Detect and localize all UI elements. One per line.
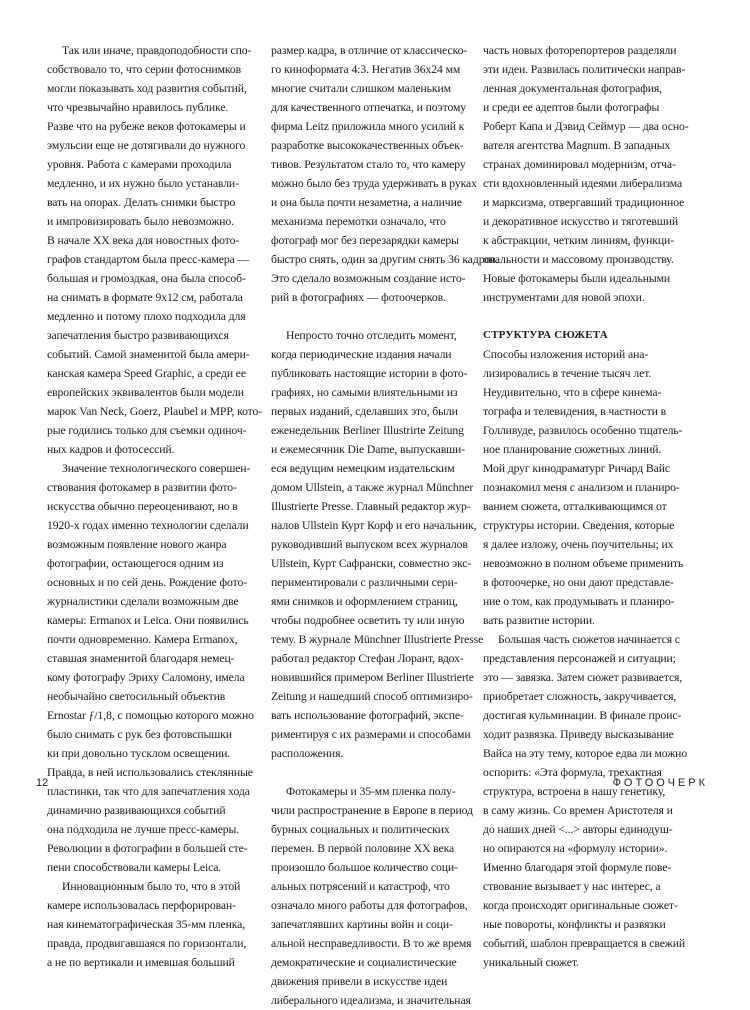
- text-line: к абстракции, четким линиям, функци-: [483, 234, 674, 247]
- text-line: Так или иначе, правдоподобности спо-: [62, 44, 252, 57]
- text-line: уровня. Работа с камерами проходила: [47, 158, 232, 171]
- text-line: быстро снять, один за другим снять 36 кадров.: [271, 253, 499, 266]
- text-line: камере использовалась перфорирован-: [47, 899, 236, 912]
- text-line: марок Van Neck, Goerz, Plaubel и MPP, кото-: [47, 405, 263, 418]
- text-line: ствования фотокамер в развитии фото-: [47, 481, 237, 494]
- text-line: Ullstein, Курт Сафрански, совместно экс-: [271, 557, 472, 570]
- text-line: Вайса на эту тему, которое едва ли можно: [483, 747, 688, 760]
- text-line: рые годились только для съемки одиноч-: [47, 424, 247, 437]
- text-line: вать развитие истории.: [483, 614, 595, 627]
- text-line: альной несправедливости. В то же время: [271, 937, 472, 950]
- column-2: [271, 41, 499, 1010]
- text-line: риментируя с их размерами и способами: [271, 728, 471, 741]
- text-line: Непросто точно отследить момент,: [286, 329, 457, 342]
- text-line: Именно благодаря этой формуле пове-: [483, 861, 672, 874]
- text-line: Разве что на рубеже веков фотокамеры и: [47, 120, 246, 133]
- text-line: но опираются на «формулу истории».: [483, 842, 668, 855]
- text-line: а не по вертикали и имевшая больший: [47, 956, 235, 969]
- text-line: могли показывать ход развития событий,: [47, 82, 247, 95]
- text-line: собствовало то, что серии фотоснимков: [47, 63, 242, 76]
- text-line: ствование вызывает у нас интерес, а: [483, 880, 661, 893]
- text-line: невозможно в полном объеме применить: [483, 557, 684, 570]
- text-line: сти вдохновленный идеями либерализма: [483, 177, 683, 190]
- text-line: домом Ullstein, а также журнал Münchner: [271, 481, 474, 494]
- text-line: достигая кульминации. В финале проис-: [483, 709, 682, 722]
- text-line: событий. Самой знаменитой была амери-: [47, 348, 250, 361]
- text-line: еся ведущим немецким издательским: [271, 462, 455, 475]
- text-line: эмульсии еще не дотягивали до нужного: [47, 139, 246, 152]
- text-line: познакомил меня с анализом и планиро-: [483, 481, 680, 494]
- text-line: произошло большое количество соци-: [271, 861, 458, 874]
- text-line: структуры истории. Сведения, которые: [483, 519, 675, 532]
- text-line: Большая часть сюжетов начинается с: [498, 633, 680, 646]
- text-line: расположения.: [271, 747, 344, 760]
- text-line: альных потрясений и катастроф, что: [271, 880, 450, 893]
- text-line: журналистики сделали возможным две: [47, 595, 239, 608]
- text-line: и среди ее адептов были фотографы: [483, 101, 660, 114]
- text-line: основных и по сей день. Рождение фото-: [47, 576, 248, 589]
- text-line: Способы изложения историй ана-: [483, 348, 649, 361]
- text-line: и ежемесячник Die Dame, выпускавши-: [271, 443, 465, 456]
- text-line: кому фотографу Эриху Саломону, имела: [47, 671, 245, 684]
- text-line: запечатления быстро развивающихся: [47, 329, 229, 342]
- text-line: и декоративное искусство и тяготевший: [483, 215, 679, 228]
- text-line: многие считали слишком маленьким: [271, 82, 451, 95]
- text-line: Мой друг кинодраматург Ричард Вайс: [483, 462, 670, 475]
- text-line: механизма перемотки означало, что: [271, 215, 446, 228]
- text-line: тему. В журнале Münchner Illustrierte Presse: [271, 633, 484, 646]
- text-line: приобретает сложность, закручивается,: [483, 690, 677, 703]
- text-line: до наших дней <...> авторы единодуш-: [483, 823, 673, 836]
- text-line: фирма Leitz приложила много усилий к: [271, 120, 465, 133]
- text-line: Фотокамеры и 35-мм пленка полу-: [286, 785, 456, 798]
- text-line: разработке высококачественных объек-: [271, 139, 464, 152]
- text-line: пени способствовали камеры Leica.: [47, 861, 222, 874]
- text-line: ки при довольно тусклом освещении.: [47, 747, 231, 760]
- running-title: ФОТООЧЕРК: [612, 777, 708, 789]
- text-line: пластинки, так что для запечатления хода: [47, 785, 250, 798]
- text-line: камеры: Ermanox и Leica. Они появились: [47, 614, 249, 627]
- text-line: и марксизма, отвергавший традиционное: [483, 196, 685, 209]
- text-line: 1920-х годах именно технологии сделали: [47, 519, 249, 532]
- text-line: большая и громоздкая, она была способ-: [47, 272, 246, 285]
- text-line: правда, продвигавшаяся по горизонтали,: [47, 937, 247, 950]
- text-line: тографа и телевидения, в частности в: [483, 405, 667, 418]
- text-line: ное планирование сюжетных линий.: [483, 443, 662, 456]
- text-line: ями снимков и оформлением страниц,: [271, 595, 458, 608]
- text-line: движения привели в искусстве идеи: [271, 975, 448, 988]
- text-line: Illustrierte Presse. Главный редактор жур-: [271, 500, 471, 513]
- text-line: демократические и социалистические: [271, 956, 457, 969]
- text-line: означало много работы для фотографов,: [271, 899, 468, 912]
- text-line: Правда, в ней использовались стеклянные: [47, 766, 253, 779]
- text-line: она подходила не лучше пресс-камеры.: [47, 823, 240, 836]
- text-line: ональности и массовому производству.: [483, 253, 674, 266]
- text-line: вателя агентства Magnum. В западных: [483, 139, 671, 152]
- text-line: фотографии, остающегося одним из: [47, 557, 224, 570]
- text-line: я далее изложу, очень поучительны; их: [483, 538, 674, 551]
- text-line: фотограф мог без перезарядки камеры: [271, 234, 459, 247]
- text-line: Zeitung и нашедший способ оптимизиро-: [271, 690, 473, 703]
- text-line: в саму жизнь. Со времен Аристотеля и: [483, 804, 673, 817]
- text-line: Это сделало возможным создание исто-: [271, 272, 466, 285]
- text-line: новившийся примером Berliner Illustrierte: [271, 671, 474, 684]
- text-line: что чрезвычайно нравилось публике.: [47, 101, 229, 114]
- paragraph-gap: [271, 307, 475, 326]
- text-line: вать на опорах. Делать снимки быстро: [47, 196, 236, 209]
- text-line: чили распространение в Европе в период: [271, 804, 473, 817]
- text-line: и импровизировать было невозможно.: [47, 215, 234, 228]
- text-line: инструментами для новой эпохи.: [483, 291, 645, 304]
- column-1: [47, 41, 263, 972]
- text-line: Новые фотокамеры были идеальными: [483, 272, 671, 285]
- text-line: событий, шаблон превращается в свежий: [483, 937, 686, 950]
- text-line: запечатлявших картины войн и соци-: [271, 918, 453, 931]
- text-line: возможным появление нового жанра: [47, 538, 227, 551]
- text-line: странах доминировал модернизм, отча-: [483, 158, 676, 171]
- text-line: часть новых фоторепортеров разделяли: [483, 44, 677, 57]
- text-line: публиковать настоящие истории в фото-: [271, 367, 468, 380]
- text-line: канская камера Speed Graphic, а среди ее: [47, 367, 246, 380]
- text-line: эти идеи. Развилась политически направ-: [483, 63, 686, 76]
- text-line: было снимать с рук без фотовспышки: [47, 728, 232, 741]
- text-line: Инновационным было то, что в этой: [62, 880, 241, 893]
- paragraph-gap: [271, 763, 475, 782]
- text-line: необычайно светосильный объектив: [47, 690, 226, 703]
- text-line: Роберт Капа и Дэвид Сеймур — два осно-: [483, 120, 689, 133]
- text-line: ные повороты, конфликты и развязки: [483, 918, 666, 931]
- text-line: бурных социальных и политических: [271, 823, 450, 836]
- text-line: первых изданий, сделавших это, были: [271, 405, 458, 418]
- text-line: ных кадров и фотосессий.: [47, 443, 175, 456]
- text-line: оспорить: «Эта формула, трехактная: [483, 766, 662, 779]
- text-line: медленно, и их нужно было устанавли-: [47, 177, 239, 190]
- text-line: лизировались в течение тысяч лет.: [483, 367, 652, 380]
- text-line: представления персонажей и ситуации;: [483, 652, 676, 665]
- text-line: размер кадра, в отличие от классическо-: [271, 44, 468, 57]
- text-line: тивов. Результатом стало то, что камеру: [271, 158, 466, 171]
- text-line: перемен. В первой половине XX века: [271, 842, 455, 855]
- text-line: вать использование фотографий, экспе-: [271, 709, 464, 722]
- text-line: графов стандартом была пресс-камера —: [47, 253, 250, 266]
- text-line: ние о том, как продумывать и планиро-: [483, 595, 675, 608]
- text-line: руководивший выпуском всех журналов: [271, 538, 468, 551]
- text-line: ная кинематографическая 35-мм пленка,: [47, 918, 246, 931]
- text-line: ставшая знаменитой благодаря немец-: [47, 652, 235, 665]
- text-line: для качественного отпечатка, и поэтому: [271, 101, 467, 114]
- text-line: Неудивительно, что в сфере кинема-: [483, 386, 662, 399]
- text-line: ходит развязка. Приведу высказывание: [483, 728, 674, 741]
- text-line: рий в фотографиях — фотоочерков.: [271, 291, 446, 304]
- text-line: Голливуде, развилось особенно тщатель-: [483, 424, 683, 437]
- text-line: Революции в фотографии в большей сте-: [47, 842, 248, 855]
- text-line: ленная документальная фотография,: [483, 82, 662, 95]
- text-line: европейских эквивалентов были модели: [47, 386, 244, 399]
- page-number: 12: [36, 777, 49, 789]
- text-line: либерального идеализма, и значительная: [271, 994, 471, 1007]
- column-3: [483, 41, 687, 972]
- text-line: в фотоочерке, но они дают представле-: [483, 576, 674, 589]
- text-line: работал редактор Стефан Лорант, вдох-: [271, 652, 464, 665]
- text-line: на снимать в формате 9x12 см, работала: [47, 291, 243, 304]
- text-line: графиях, но самыми влиятельными из: [271, 386, 458, 399]
- text-line: Значение технологического совершен-: [62, 462, 251, 475]
- text-line: периментировали с различными сери-: [271, 576, 458, 589]
- text-line: Ernostar ƒ/1,8, с помощью которого можно: [47, 709, 254, 722]
- text-line: и она была почти незаметна, а наличие: [271, 196, 462, 209]
- text-line: еженедельник Berliner Illustrirte Zeitung: [271, 424, 464, 437]
- paragraph-gap: [483, 307, 687, 326]
- text-line: динамично развивающихся событий: [47, 804, 226, 817]
- text-line: уникальный сюжет.: [483, 956, 579, 969]
- text-line: чтобы подробнее осветить ту или иную: [271, 614, 465, 627]
- text-line: В начале XX века для новостных фото-: [47, 234, 240, 247]
- text-line: когда происходят оригинальные сюжет-: [483, 899, 678, 912]
- text-line: ванием сюжета, отталкивающимся от: [483, 500, 667, 513]
- text-line: налов Ullstein Курт Корф и его начальник,: [271, 519, 477, 532]
- text-line: можно было без труда удерживать в руках: [271, 177, 477, 190]
- section-heading: СТРУКТУРА СЮЖЕТА: [483, 329, 608, 341]
- text-line: го кинoформата 4:3. Негатив 36x24 мм: [271, 63, 461, 76]
- text-line: структура, встроена в нашу генетику,: [483, 785, 666, 798]
- text-line: медленно и потому плохо подходила для: [47, 310, 246, 323]
- text-line: почти одновременно. Камера Ermanox,: [47, 633, 238, 646]
- text-line: это — завязка. Затем сюжет развивается,: [483, 671, 683, 684]
- text-line: когда периодические издания начали: [271, 348, 452, 361]
- text-line: искусства обычно переоценивают, но в: [47, 500, 238, 513]
